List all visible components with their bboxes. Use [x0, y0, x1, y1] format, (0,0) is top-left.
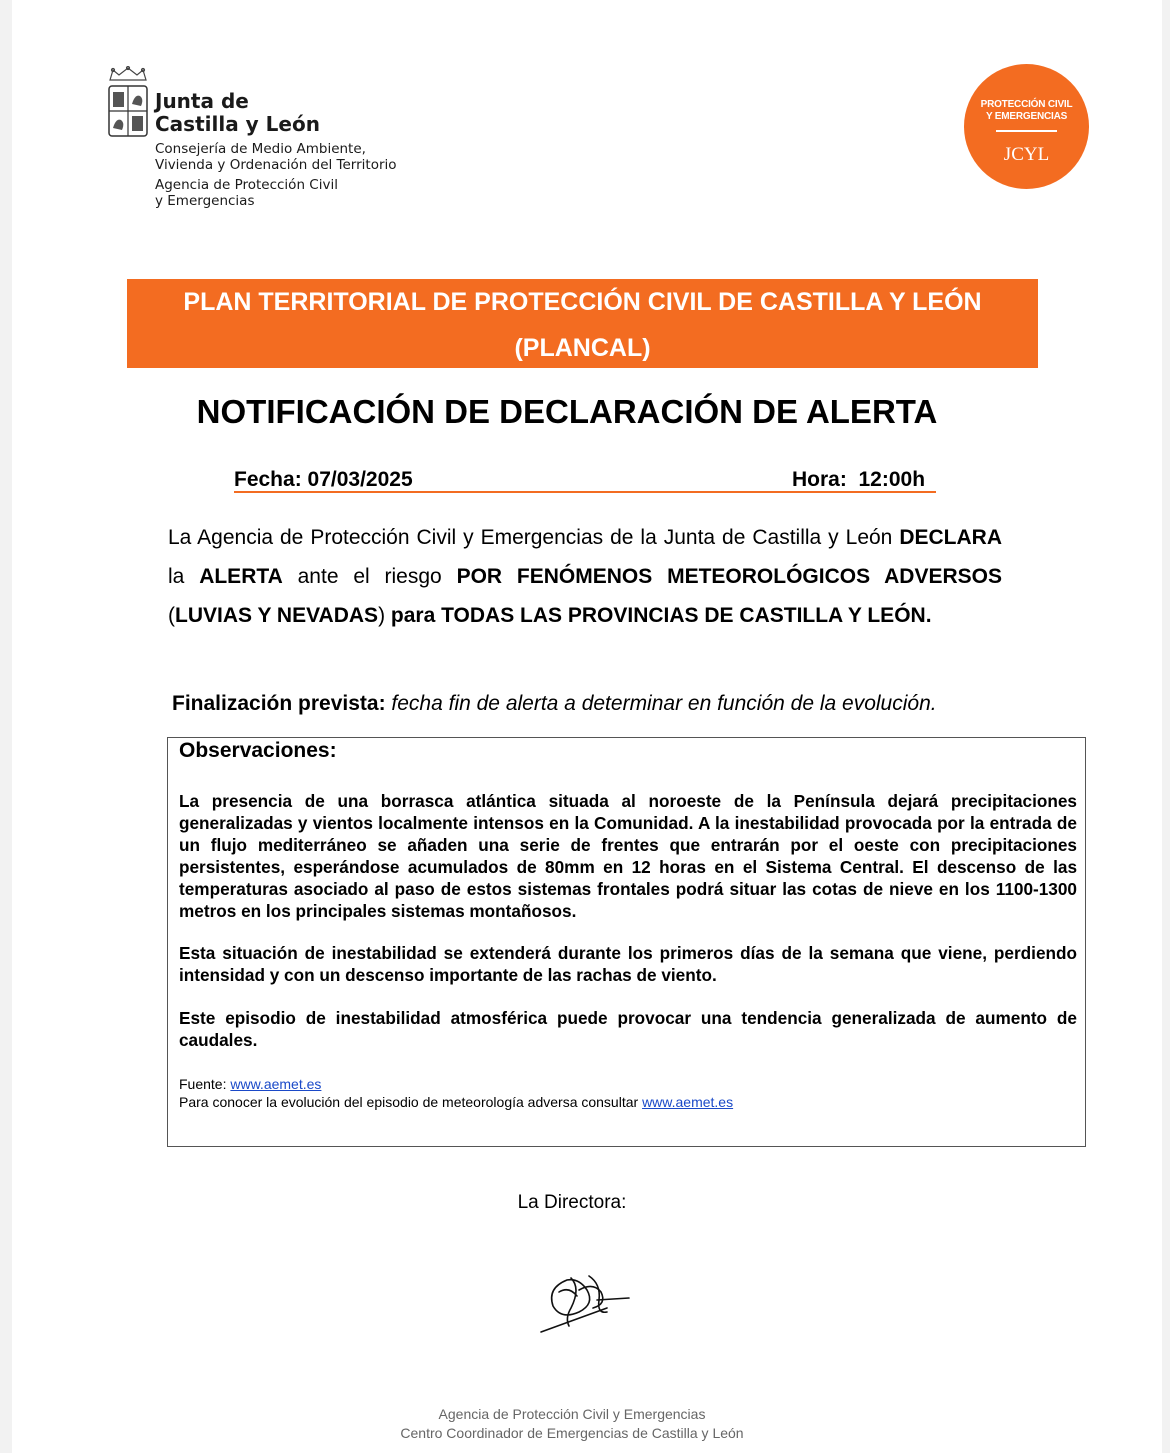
civil-protection-badge: PROTECCIÓN CIVIL Y EMERGENCIAS JCYL — [964, 64, 1089, 189]
date-underline — [234, 491, 936, 493]
logo-title: Junta de Castilla y León — [155, 89, 320, 136]
date-field: Fecha: 07/03/2025 — [234, 468, 413, 491]
department-name: Consejería de Medio Ambiente, Vivienda y Ordenación del Territorio — [155, 141, 397, 173]
expected-end: Finalización prevista: fecha fin de alerta a determinar en función de la evolución. — [172, 692, 937, 715]
source-line: Fuente: www.aemet.es — [179, 1076, 322, 1092]
footer: Agencia de Protección Civil y Emergencias Centro Coordinador de Emergencias de Castilla y León — [400, 1406, 744, 1441]
declaration-paragraph: La Agencia de Protección Civil y Emergencias de la Junta de Castilla y León DECLARA la ALERTA ante el riesgo POR FENÓMENOS METEOROLÓGICOS ADVERSOS (LUVIAS Y NEVADAS) para TODAS LAS PROVINCIAS DE CASTILLA Y LEÓN. — [168, 526, 1002, 627]
aemet-link[interactable]: www.aemet.es — [642, 1094, 734, 1110]
document-page — [12, 0, 1162, 1453]
plan-banner: PLAN TERRITORIAL DE PROTECCIÓN CIVIL DE CASTILLA Y LEÓN (PLANCAL) — [127, 279, 1038, 368]
director-label: La Directora: — [517, 1192, 627, 1213]
observations-paragraph: Esta situación de inestabilidad se extenderá durante los primeros días de la semana que viene, perdiendo intensidad y con un descenso importante de las rachas de viento. — [179, 943, 1077, 985]
coat-of-arms-icon — [107, 66, 149, 138]
agency-name: Agencia de Protección Civil y Emergencias — [155, 177, 338, 209]
observations-title: Observaciones: — [179, 739, 337, 762]
page-title: NOTIFICACIÓN DE DECLARACIÓN DE ALERTA — [196, 393, 938, 430]
consult-line: Para conocer la evolución del episodio de meteorología adversa consultar www.aemet.es — [179, 1094, 734, 1110]
signature-icon — [537, 1270, 637, 1340]
observations-paragraph: La presencia de una borrasca atlántica situada al noroeste de la Península dejará precipitaciones generalizadas y vientos localmente intensos en la Comunidad. A la inestabilidad provocada por la entrada de un flujo mediterráneo se añaden una serie de frentes que entrarán por el oeste con precipitaciones persistentes, esperándose acumulados de 80mm en 12 horas en el Sistema Central. El descenso de las temperaturas asociado al paso de estos sistemas frontales podrá situar las cotas de nieve en los 1100-1300 metros en los principales sistemas montañosos. — [179, 791, 1077, 921]
time-field: Hora: 12:00h — [792, 468, 926, 491]
aemet-link[interactable]: www.aemet.es — [230, 1076, 322, 1092]
observations-paragraph: Este episodio de inestabilidad atmosférica puede provocar una tendencia generalizada de aumento de caudales. — [179, 1008, 1077, 1050]
